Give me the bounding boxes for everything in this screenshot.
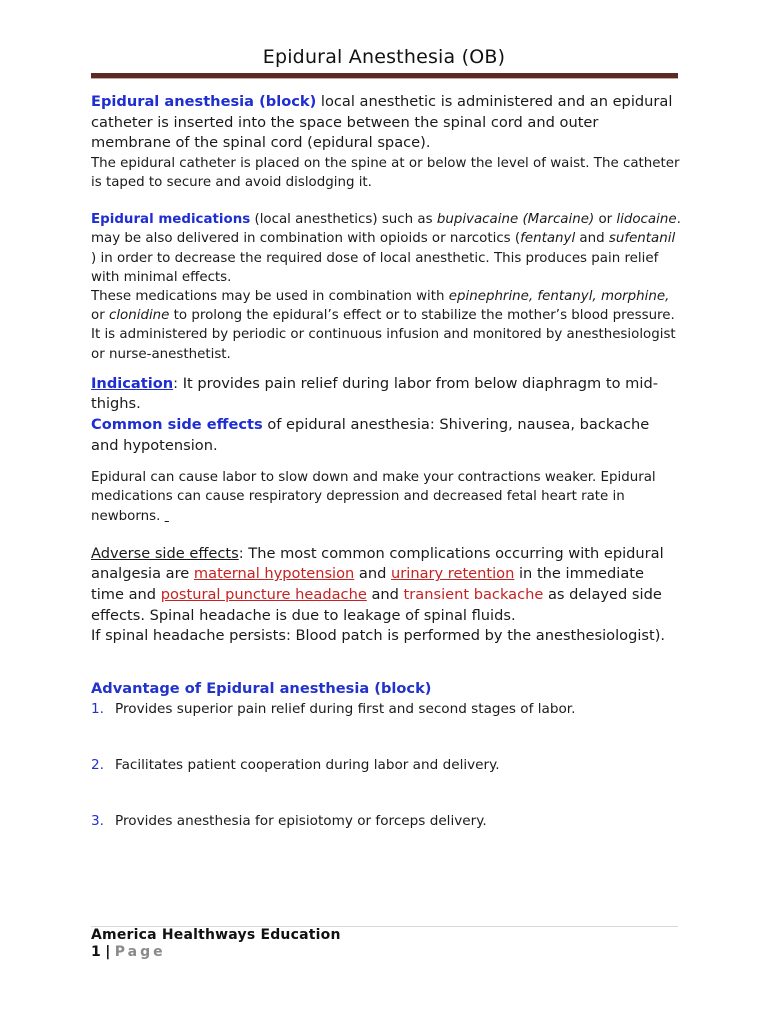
page-title: Epidural Anesthesia (OB) <box>262 46 506 68</box>
paragraph-combination <box>91 287 681 325</box>
drug-sufentanil: sufentanil <box>608 231 676 247</box>
list-item-text: Facilitates patient cooperation during labor and delivery. <box>115 757 500 774</box>
list-item <box>91 699 681 719</box>
paragraph-opioids <box>91 229 681 287</box>
drug-epinephrine-fentanyl-morphine: epinephrine, fentanyl, morphine, <box>448 289 670 304</box>
indication-label: Indication <box>91 374 174 392</box>
title-divider <box>91 73 678 79</box>
definition-label: Epidural anesthesia (block) <box>91 93 317 110</box>
complication-transient-backache: transient backache <box>403 585 544 603</box>
medications-text: (local anesthetics) such as <box>250 212 437 228</box>
combination-text-end: to prolong the epidural’s effect or to stabilize the mother’s blood pressure. <box>169 308 675 324</box>
drug-fentanyl: fentanyl <box>520 231 576 247</box>
advantages-heading-text: Advantage of Epidural anesthesia (block) <box>91 679 432 697</box>
paragraph-definition <box>91 92 681 154</box>
paragraph-side-effects <box>91 415 681 456</box>
drug-clonidine: clonidine <box>108 308 170 324</box>
combination-text: These medications may be used in combination with <box>91 289 449 304</box>
adverse-connector-1: and <box>354 565 392 583</box>
paragraph-labor-note <box>91 468 681 526</box>
complication-postural-puncture-headache: postural puncture headache <box>160 585 367 603</box>
side-effects-label: Common side effects <box>91 416 263 433</box>
page-word: Page <box>114 944 166 960</box>
paragraph-adverse <box>91 544 681 626</box>
indication-text: : It provides pain relief during labor from below diaphragm to mid-thighs. <box>91 374 658 413</box>
list-number: 2. <box>91 757 104 774</box>
paragraph-indication <box>91 374 681 415</box>
page-separator: | <box>105 944 111 960</box>
combination-connector: or <box>91 308 109 324</box>
opioids-text-end: ) in order to decrease the required dose of local anesthetic. This produces pain relief with minimal effects. <box>91 250 659 285</box>
adverse-connector-2: in the immediate time and <box>91 565 644 603</box>
list-item <box>91 811 681 831</box>
list-item-text: Provides superior pain relief during first and second stages of labor. <box>115 701 576 718</box>
footer-organization: America Healthways Education <box>91 927 341 943</box>
opioids-text: may be also delivered in combination with opioids or narcotics ( <box>91 231 521 247</box>
advantages-heading <box>91 679 681 700</box>
definition-text: local anesthetic is administered and an epidural catheter is inserted into the space between the spinal cord and outer membrane of the spinal cord (epidural space). <box>91 93 673 152</box>
labor-note-underline <box>165 509 169 524</box>
adverse-text: : The most common complications occurring with epidural analgesia are <box>91 544 664 583</box>
list-item <box>91 755 681 775</box>
list-number: 3. <box>91 813 104 830</box>
adverse-text-end: as delayed side effects. Spinal headache is due to leakage of spinal fluids. <box>91 585 662 624</box>
page-number: 1 <box>91 944 101 960</box>
paragraph-blood-patch: If spinal headache persists: Blood patch is performed by the anesthesiologist). <box>91 627 666 645</box>
medications-period: . <box>676 212 681 228</box>
complication-maternal-hypotension: maternal hypotension <box>193 565 355 583</box>
paragraph-medications <box>91 210 681 229</box>
paragraph-catheter: The epidural catheter is placed on the spine at or below the level of waist. The catheter is taped to secure and avoid dislodging it. <box>91 155 680 190</box>
complication-urinary-retention: urinary retention <box>391 565 515 583</box>
side-effects-text: of epidural anesthesia: Shivering, nausea, backache and hypotension. <box>91 416 650 454</box>
footer-page-number <box>91 944 166 960</box>
drug-lidocaine: lidocaine <box>616 212 677 228</box>
medications-connector: or <box>594 212 617 228</box>
adverse-label: Adverse side effects <box>91 544 239 562</box>
medications-label: Epidural medications <box>91 212 251 228</box>
adverse-connector-3: and <box>366 585 404 603</box>
document-body <box>91 92 681 831</box>
list-number: 1. <box>91 701 104 718</box>
list-item-text: Provides anesthesia for episiotomy or forceps delivery. <box>115 813 487 830</box>
labor-note-text: Epidural can cause labor to slow down and make your contractions weaker. Epidural medications can cause respiratory depression and decreased fetal heart rate in newborns. <box>91 470 656 524</box>
paragraph-infusion: It is administered by periodic or continuous infusion and monitored by anesthesiologist or nurse-anesthetist. <box>91 327 676 362</box>
drug-bupivacaine: bupivacaine (Marcaine) <box>436 212 595 228</box>
opioids-connector: and <box>575 231 609 247</box>
